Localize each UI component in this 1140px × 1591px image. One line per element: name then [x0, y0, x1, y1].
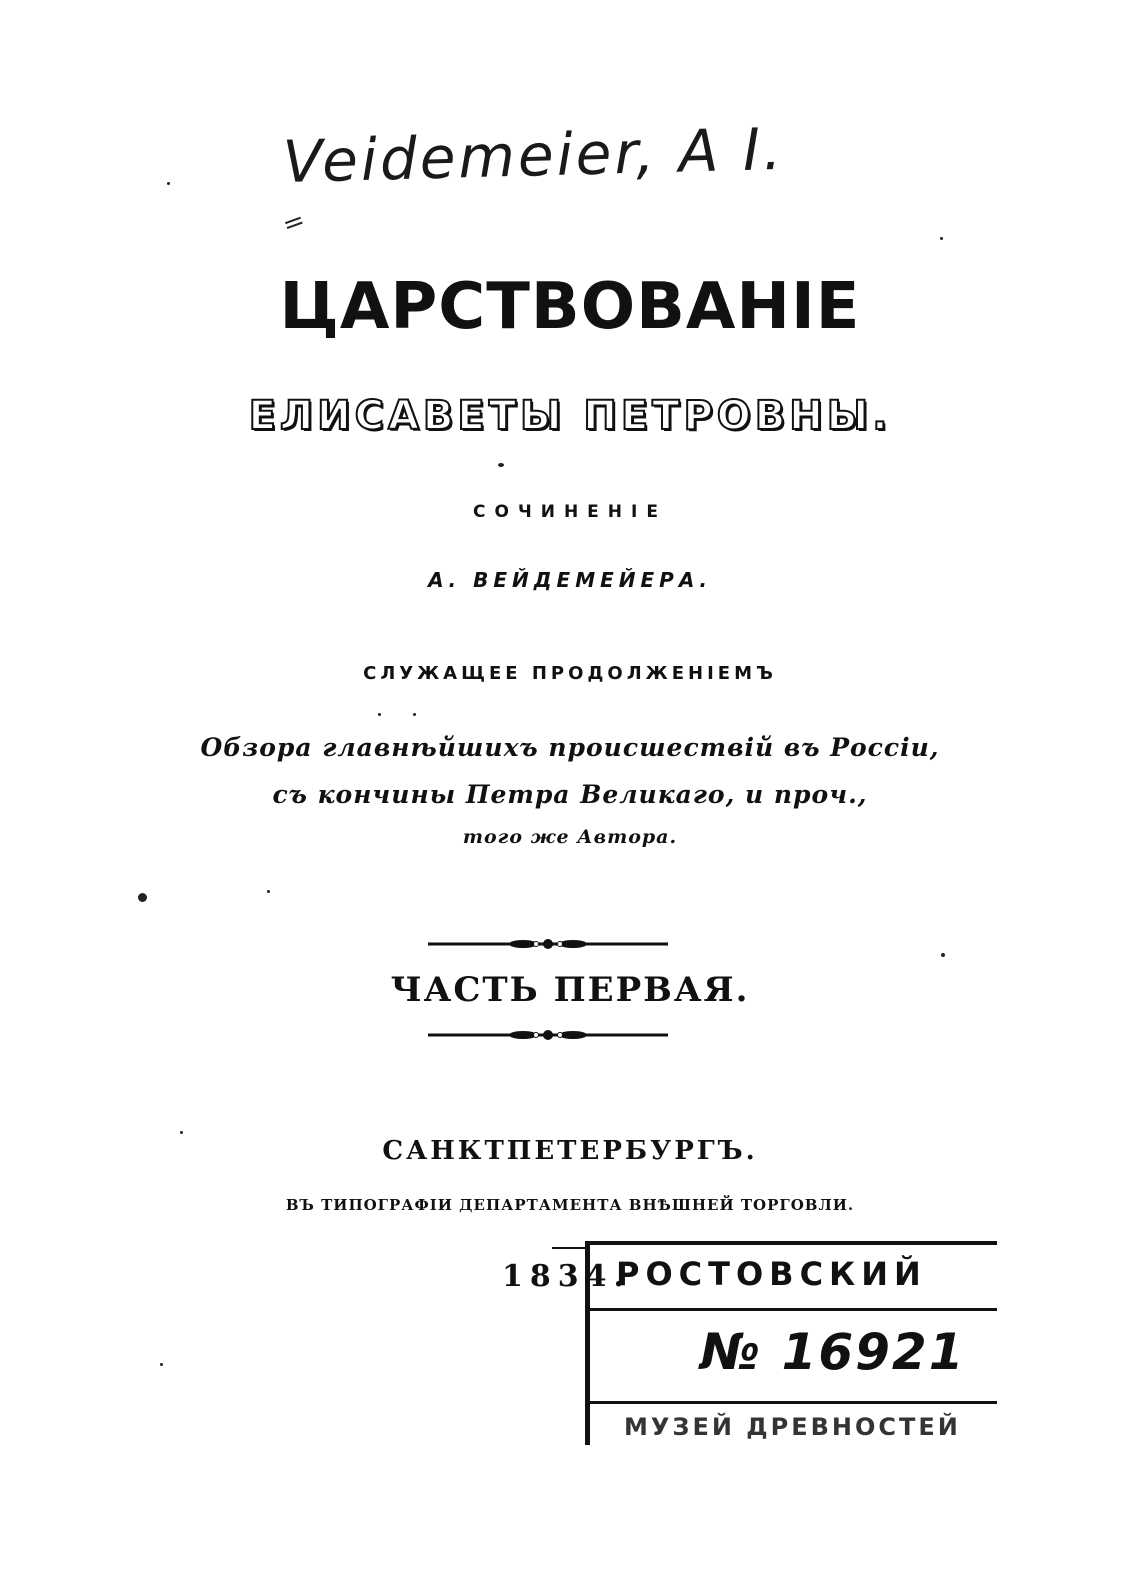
ornament-rule-top: [428, 936, 668, 952]
imprint-year: 1834.: [502, 1259, 631, 1294]
author-name: А. ВЕЙДЕМЕЙЕРА.: [428, 568, 712, 592]
stamp-title: РОСТОВСКИЙ: [616, 1255, 927, 1293]
ink-speck: [413, 713, 416, 716]
ink-speck: [160, 1363, 163, 1366]
ink-speck: [138, 893, 147, 902]
book-subtitle: ЕЛИСАВЕТЫ ПЕТРОВНЫ.: [248, 393, 892, 439]
part-heading: ЧАСТЬ ПЕРВАЯ.: [390, 970, 750, 1010]
work-label: СОЧИНЕНІЕ: [473, 502, 667, 522]
stamp-number: № 16921: [700, 1323, 966, 1381]
stamp-divider: [590, 1308, 997, 1311]
ink-speck: [940, 237, 943, 240]
ink-speck: [941, 953, 945, 957]
book-title: ЦАРСТВОВАНІЕ: [279, 270, 861, 344]
ink-speck: [267, 890, 270, 893]
ink-speck: [180, 1131, 183, 1134]
ink-speck: [498, 463, 504, 467]
ink-speck: [167, 182, 170, 185]
description-line-1: Обзора главнѣйшихъ происшествій въ Россіи,: [200, 733, 940, 762]
ink-speck: [378, 713, 381, 716]
imprint-city: САНКТПЕТЕРБУРГЪ.: [382, 1136, 758, 1166]
handwritten-annotation: Veidemeier, A I.: [282, 114, 786, 196]
description-line-2: съ кончины Петра Великаго, и проч.,: [272, 780, 868, 809]
imprint-press: ВЪ ТИПОГРАФІИ ДЕПАРТАМЕНТА ВНѢШНЕЙ ТОРГОВЛИ.: [285, 1196, 855, 1214]
library-stamp: [585, 1241, 997, 1445]
handwritten-mark: =: [278, 205, 310, 241]
continuation-label: СЛУЖАЩЕЕ ПРОДОЛЖЕНІЕМЪ: [363, 663, 777, 684]
stamp-museum-label: МУЗЕЙ ДРЕВНОСТЕЙ: [624, 1413, 961, 1441]
stamp-divider-lower: [590, 1401, 997, 1404]
description-line-3: того же Автора.: [462, 826, 678, 848]
ornament-rule-bottom: [428, 1027, 668, 1043]
